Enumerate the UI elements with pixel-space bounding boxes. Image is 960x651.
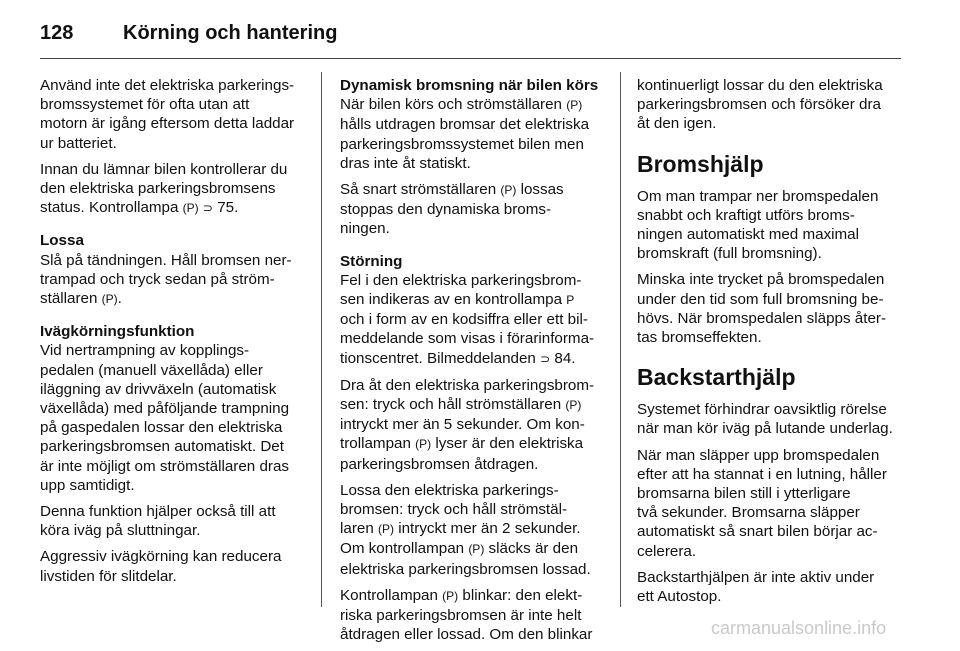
parking-brake-icon: (P) (415, 437, 432, 452)
page-reference-arrow-icon: ⊃ (540, 351, 551, 366)
paragraph: Dra åt den elektriska parkeringsbrom- sen: tryck och håll strömställaren (P) intryckt mer än 5 sekunder. Om kon- trollampan (P) lyser är den elektriska parkeringsbromsen åtdragen. (340, 376, 595, 473)
page-reference[interactable]: 84. (554, 349, 576, 367)
paragraph: När bilen körs och strömställaren (P) hålls utdragen bromsar det elektriska parkeringsbromssystemet bilen men dras inte åt statiskt. (340, 96, 590, 172)
paragraph: Minska inte trycket på bromspedalen under den tid som full bromsning be- hövs. När bromspedalen släpps åter- tas bromseffekten. (637, 271, 887, 347)
paragraph: Lossa den elektriska parkerings- bromsen: tryck och håll strömstäl- laren (P) intryckt mer än 2 sekunder. Om kontrollampan (P) släcks är den elektriska parkeringsbromsen lossad. (340, 481, 591, 578)
column-3 (637, 76, 905, 613)
watermark: carmanualsonline.info (711, 618, 887, 638)
indicator-lamp-icon: P (566, 293, 575, 308)
paragraph: Så snart strömställaren (P) lossas stoppas den dynamiska broms- ningen. (340, 181, 564, 238)
page-title: Körning och hantering (123, 22, 338, 44)
subheading-ivagkorningsfunktion: Ivägkörningsfunktion (40, 323, 195, 341)
paragraph: kontinuerligt lossar du den elektriska parkeringsbromsen och försöker dra åt den igen. (637, 77, 883, 133)
section-heading-backstarthjalp: Backstarthjälp (637, 364, 796, 391)
parking-brake-icon: (P) (101, 292, 118, 307)
column-divider (620, 72, 621, 607)
column-2 (340, 76, 608, 651)
paragraph: Backstarthjälpen är inte aktiv under ett Autostop. (637, 568, 875, 606)
parking-brake-icon: (P) (565, 398, 582, 413)
paragraph: Aggressiv ivägkörning kan reducera livstiden för slitdelar. (40, 548, 282, 585)
column-1 (40, 76, 308, 593)
parking-brake-icon: (P) (500, 183, 517, 198)
paragraph: Innan du lämnar bilen kontrollerar du den elektriska parkeringsbromsens status. Kontrollampa (P) ⊃ 75. (40, 160, 308, 219)
page-reference-arrow-icon: ⊃ (202, 201, 213, 216)
paragraph: Slå på tändningen. Håll bromsen ner- trampad och tryck sedan på ström- ställaren (P). (40, 251, 308, 310)
column-divider (321, 72, 322, 607)
paragraph: Vid nertrampning av kopplings- pedalen (manuell växellåda) eller iläggning av drivväxeln (automatisk växellåda) med påföljande trampning på gaspedalen lossar den elektriska parkeringsbromsen automatiskt. Det är inte möjligt om strömställaren dras upp samtidigt. (40, 342, 290, 494)
subheading-lossa: Lossa (40, 232, 84, 250)
paragraph: Denna funktion hjälper också till att köra iväg på sluttningar. (40, 503, 276, 540)
parking-brake-icon: (P) (378, 522, 394, 537)
paragraph: Använd inte det elektriska parkerings- bromssystemet för ofta utan att motorn är igång eftersom detta laddar ur batteriet. (40, 77, 295, 152)
paragraph: Fel i den elektriska parkeringsbrom- sen indikeras av en kontrollampa P och i form av en kodsiffra eller ett bil- meddelande som visas i förarinforma- tionscentret. Bilmeddelanden ⊃ 84. (340, 271, 608, 369)
page-reference[interactable]: 75. (217, 199, 239, 217)
paragraph: Systemet förhindrar oavsiktlig rörelse när man kör iväg på lutande underlag. (637, 401, 893, 438)
parking-brake-icon: (P) (566, 98, 583, 113)
parking-brake-icon: (P) (442, 588, 459, 603)
page-number: 128 (40, 22, 74, 44)
header-rule (40, 58, 901, 59)
parking-brake-icon: (P) (182, 201, 199, 216)
subheading-dynamisk-bromsning: Dynamisk bromsning när bilen körs (340, 77, 599, 94)
parking-brake-icon: (P) (468, 542, 485, 557)
paragraph: Om man trampar ner bromspedalen snabbt och kraftigt utförs broms- ningen automatiskt med maximal bromskraft (full bromsning). (637, 187, 879, 263)
paragraph: När man släpper upp bromspedalen efter att ha stannat i en lutning, håller bromsarna bilen still i ytterligare två sekunder. Bromsarna släpper automatiskt så snart bilen börjar ac- celerera. (637, 446, 887, 560)
paragraph: Kontrollampan (P) blinkar: den elekt- riska parkeringsbromsen är inte helt åtdragen eller lossad. Om den blinkar (340, 586, 593, 644)
section-heading-bromshjalp: Bromshjälp (637, 150, 764, 177)
subheading-storning: Störning (340, 252, 403, 270)
